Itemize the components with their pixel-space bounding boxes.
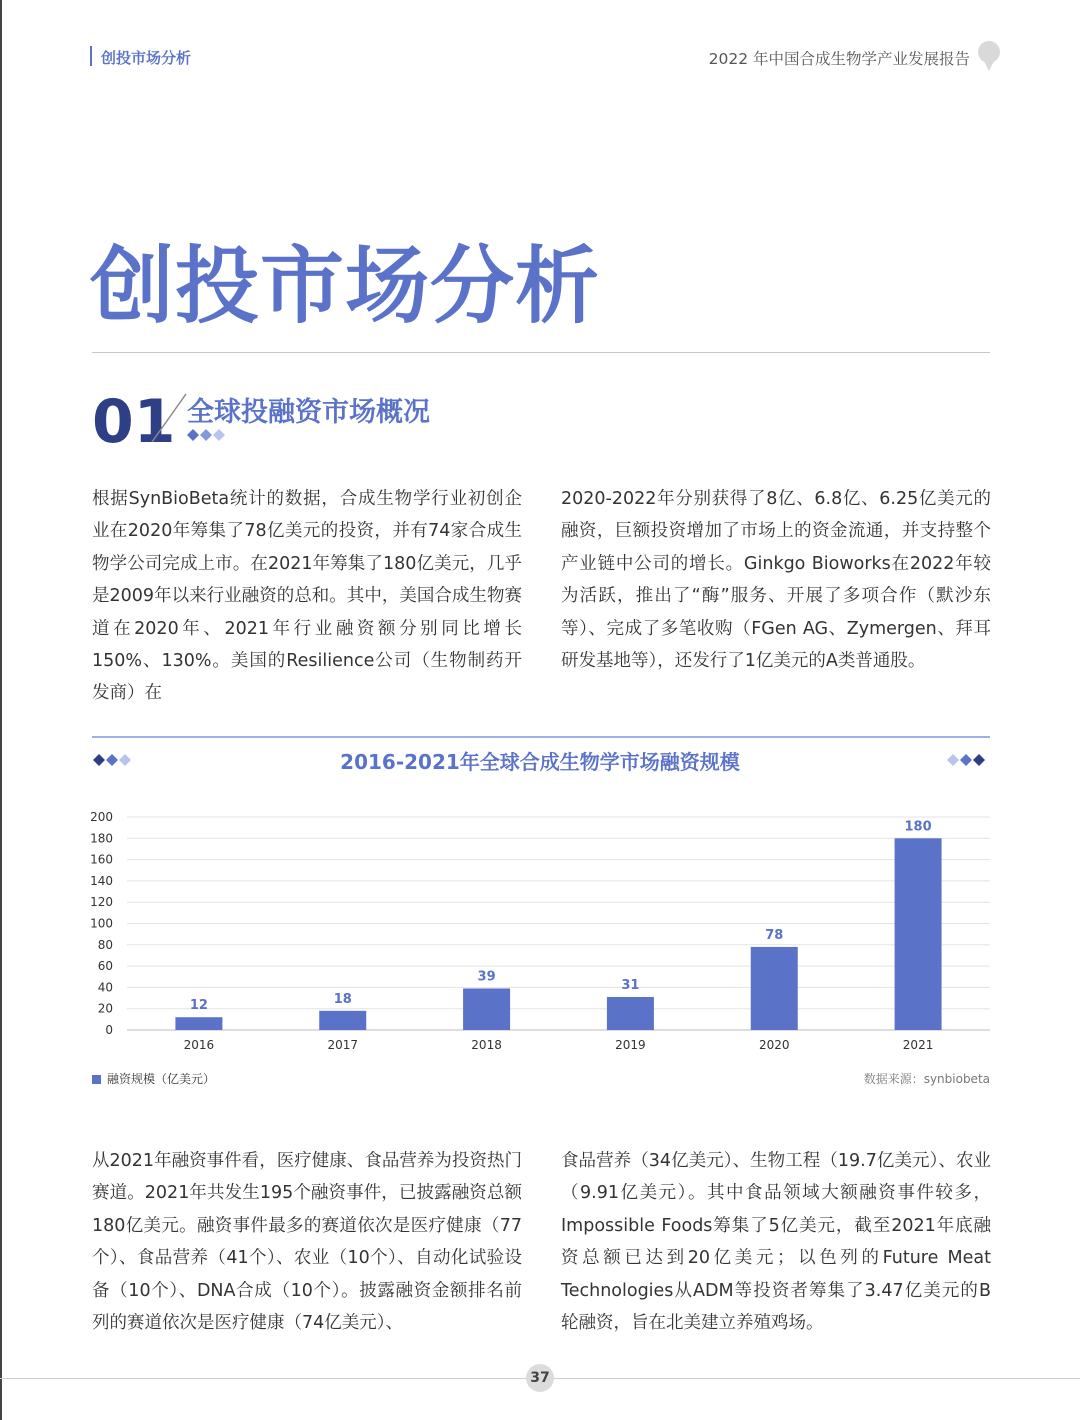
paragraph-1: 根据SynBioBeta统计的数据，合成生物学行业初创企业在2020年筹集了78亿美元的投资，并有74家合成生物学公司完成上市。在2021年筹集了180亿美元，几乎是2009年以来行业融资的总和。其中，美国合成生物赛道在2020年、2021年行业融资额分别同比增长150%、130%。美国的Resilience公司（生物制药开发商）在 [92, 489, 522, 704]
header-section-label: 创投市场分析 [101, 49, 192, 67]
x-tick-label: 2019 [615, 1038, 646, 1052]
diamonds-icon [186, 428, 230, 442]
header-report-title: 2022 年中国合成生物学产业发展报告 [708, 50, 970, 68]
bar [751, 947, 798, 1030]
header-accent-bar [90, 46, 92, 66]
data-label: 78 [765, 927, 784, 943]
section-number: 01 [92, 387, 176, 457]
x-tick-label: 2021 [902, 1038, 934, 1052]
x-tick-label: 2018 [471, 1038, 502, 1052]
bar [895, 838, 942, 1030]
paragraph-3: 从2021年融资事件看，医疗健康、食品营养为投资热门赛道。2021年共发生195个融资事件，已披露融资总额180亿美元。融资事件最多的赛道依次是医疗健康（77个）、食品营养（41个）、农业（10个）、自动化试验设备（10个）、DNA合成（10个）。披露融资金额排名前列的赛道依次是医疗健康（74亿美元）、 [92, 1151, 522, 1334]
bar-chart [80, 805, 1000, 1055]
paragraph-4: 食品营养（34亿美元）、生物工程（19.7亿美元）、农业（9.91亿美元）。其中食品领域大额融资事件较多，Impossible Foods筹集了5亿美元，截至2021年底融资总额已达到20亿美元；以色列的Future Meat Technologies从ADM等投资者筹集了3.47亿美元的B轮融资，旨在北美建立养殖鸡场。 [561, 1151, 991, 1334]
chart-title: 2016-2021年全球合成生物学市场融资规模 [340, 750, 740, 774]
y-tick-label: 120 [90, 895, 113, 910]
bar [463, 988, 510, 1030]
paragraph-2: 2020-2022年分别获得了8亿、6.8亿、6.25亿美元的融资，巨额投资增加了市场上的资金流通，并支持整个产业链中公司的增长。Ginkgo Bioworks在2022年较为活跃，推出了“酶”服务、开展了多项合作（默沙东等）、完成了多笔收购（FGen AG、Zymergen、拜耳研发基地等），还发行了1亿美元的A类普通股。 [561, 489, 991, 672]
legend-swatch [92, 1075, 101, 1084]
bar [319, 1011, 366, 1030]
data-label: 12 [189, 998, 208, 1014]
chart-legend [92, 1070, 215, 1087]
data-label: 18 [333, 991, 352, 1007]
bulb-logo-icon [976, 40, 1002, 72]
x-tick-label: 2017 [327, 1038, 359, 1052]
x-tick-label: 2016 [183, 1038, 215, 1052]
section-slash-icon [148, 392, 188, 444]
x-tick-label: 2020 [758, 1038, 790, 1052]
bar [607, 997, 654, 1030]
data-label: 31 [621, 977, 640, 993]
bar [175, 1017, 222, 1030]
chart-source: 数据来源：synbiobeta [863, 1072, 990, 1086]
page-number: 37 [526, 1364, 554, 1392]
y-tick-label: 20 [97, 1001, 113, 1016]
data-label: 39 [477, 969, 496, 985]
y-tick-label: 140 [90, 873, 113, 888]
legend-label: 融资规模（亿美元） [107, 1072, 216, 1086]
y-tick-label: 0 [105, 1023, 113, 1037]
y-tick-label: 100 [90, 916, 113, 931]
y-tick-label: 160 [90, 852, 113, 867]
y-tick-label: 180 [90, 831, 113, 846]
section-title: 全球投融资市场概况 [187, 397, 430, 428]
data-label: 180 [904, 819, 932, 835]
y-tick-label: 80 [97, 937, 113, 952]
chart-top-rule [92, 736, 990, 738]
y-tick-label: 60 [97, 959, 113, 974]
chart-diamonds-left-icon [92, 753, 136, 767]
y-tick-label: 40 [97, 980, 113, 995]
y-tick-label: 200 [90, 810, 113, 824]
page-edge [0, 0, 2, 1420]
title-divider [92, 352, 990, 353]
page-title: 创投市场分析 [90, 237, 601, 335]
chart-diamonds-right-icon [946, 753, 990, 767]
